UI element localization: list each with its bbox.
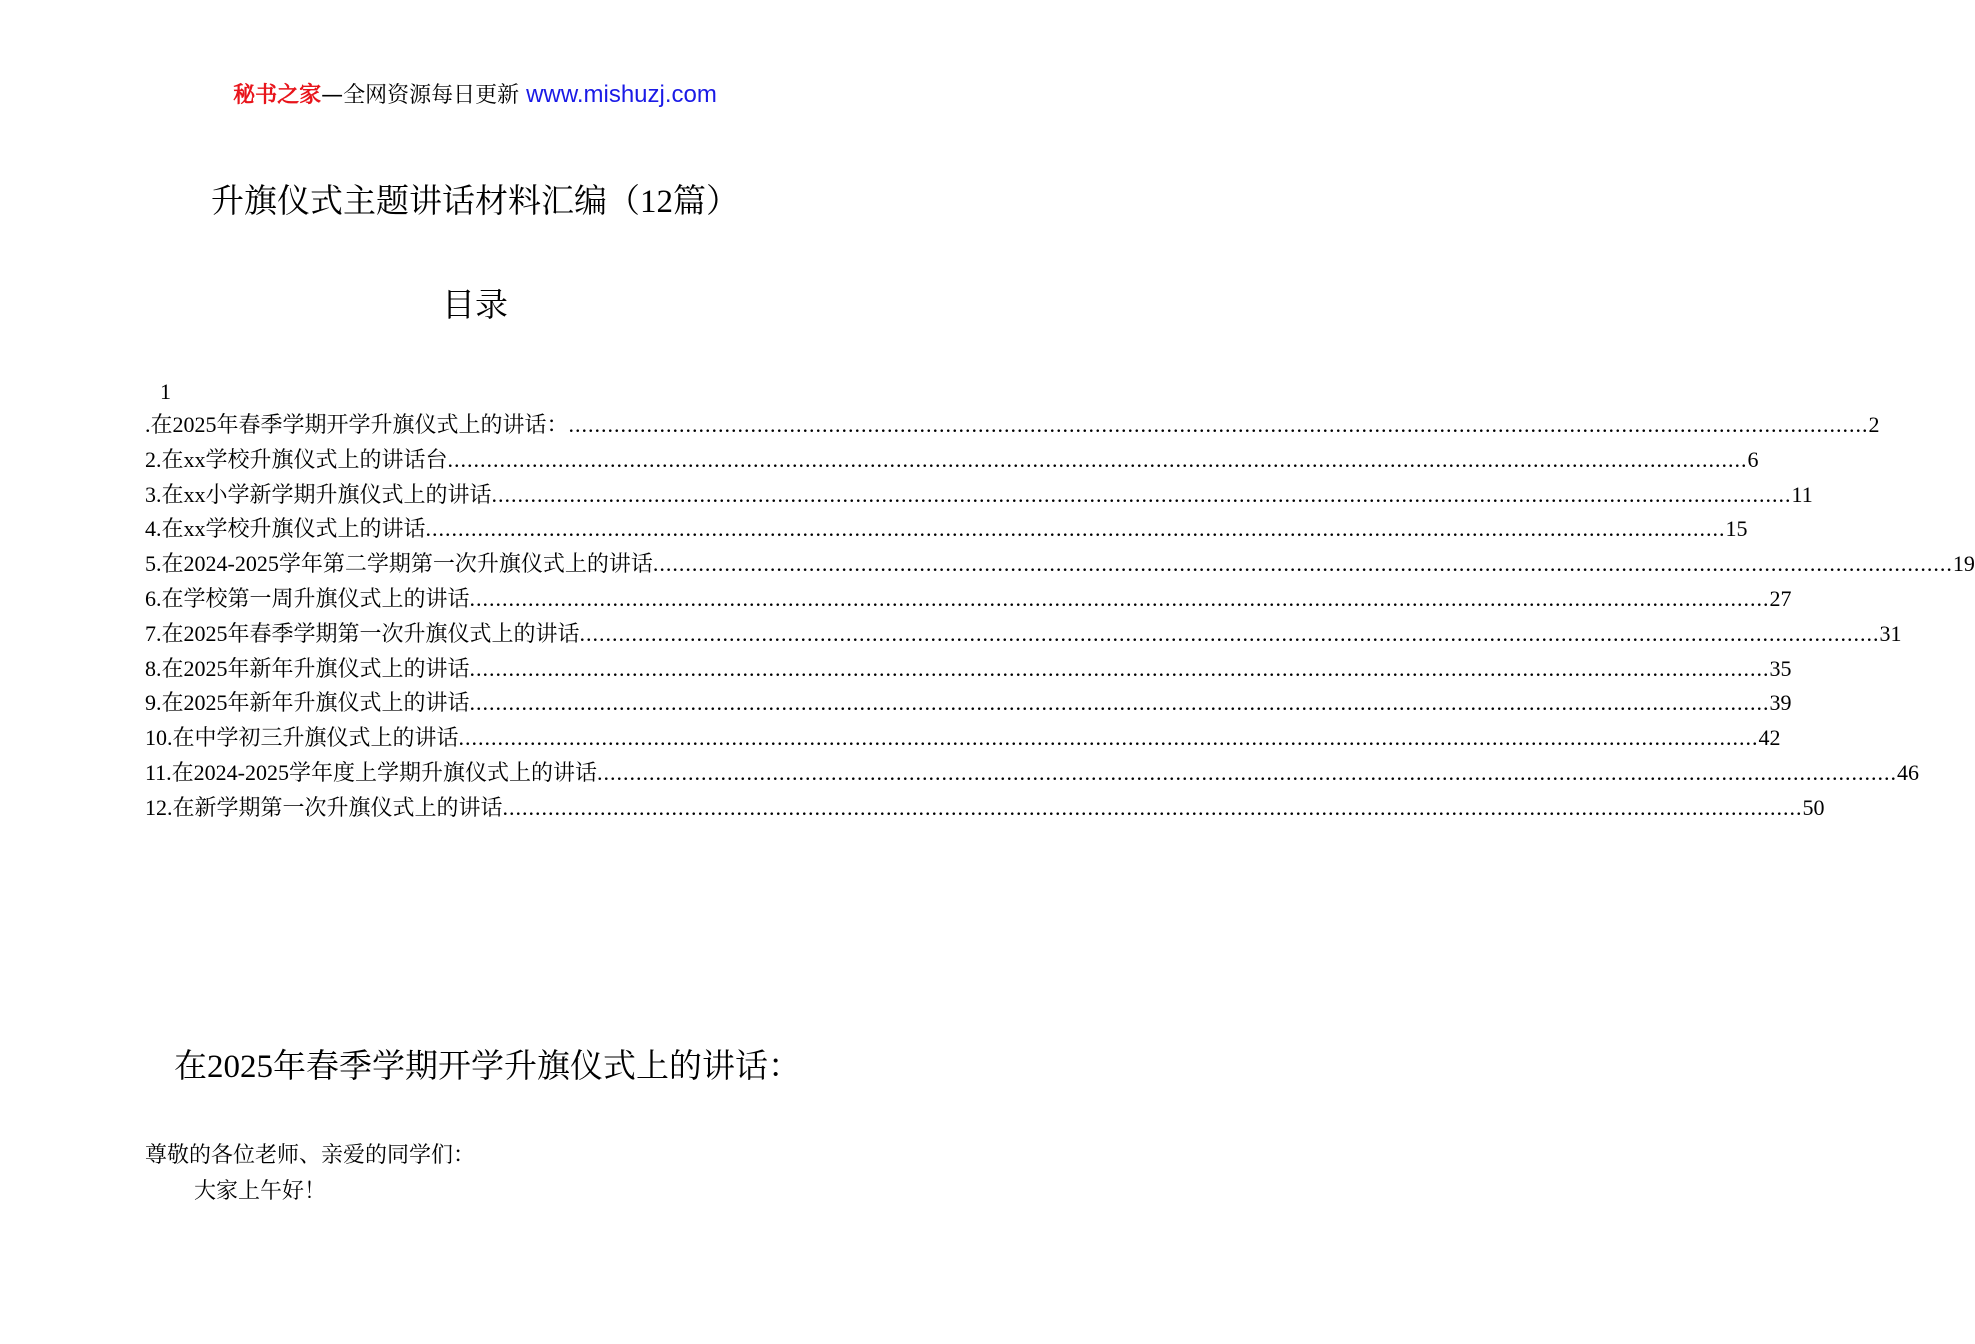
toc-leader-dots: ........................................................................................................................................................................................................ — [568, 412, 1869, 437]
toc-entry-page: 46 — [1897, 759, 1920, 785]
speech-greeting: 尊敬的各位老师、亲爱的同学们： — [145, 1142, 476, 1167]
toc-entry[interactable] — [145, 686, 1792, 721]
document-title: 升旗仪式主题讲话材料汇编（12篇） — [211, 184, 739, 220]
toc-leader-dots: ........................................................................................................................................................................................................ — [447, 446, 1748, 472]
toc-lead-number: 1 — [160, 379, 171, 404]
brand-name: 秘书之家 — [233, 83, 322, 108]
toc-entry[interactable] — [145, 408, 1880, 443]
toc-entry-title: .在2025年春季学期开学升旗仪式上的讲话： — [145, 412, 569, 437]
toc-entry[interactable] — [145, 547, 1975, 582]
toc-entry-page: 35 — [1769, 655, 1792, 681]
toc-entry-title: 12.在新学期第一次升旗仪式上的讲话 — [145, 794, 503, 820]
toc-entry-title: 2.在xx学校升旗仪式上的讲话台 — [145, 446, 448, 472]
header-tagline: —全网资源每日更新 — [321, 83, 520, 108]
toc-leader-dots: ........................................................................................................................................................................................................ — [652, 551, 1953, 577]
site-header — [0, 78, 950, 113]
toc-entry-page: 19 — [1952, 551, 1975, 577]
toc-entry[interactable] — [145, 443, 1759, 478]
toc-entry[interactable] — [145, 478, 1813, 513]
toc-entry-page: 15 — [1725, 516, 1748, 542]
toc-entry-title: 5.在2024-2025学年第二学期第一次升旗仪式上的讲话 — [145, 551, 653, 577]
toc-leader-dots: ........................................................................................................................................................................................................ — [579, 620, 1880, 646]
toc-entry-page: 2 — [1868, 412, 1880, 437]
toc-entry-page: 27 — [1769, 585, 1792, 611]
toc-entry-title: 11.在2024-2025学年度上学期升旗仪式上的讲话 — [145, 759, 598, 785]
toc-heading: 目录 — [442, 288, 508, 324]
table-of-contents — [145, 408, 1975, 826]
toc-entry-title: 4.在xx学校升旗仪式上的讲话 — [145, 516, 426, 542]
toc-entry[interactable] — [145, 791, 1825, 826]
toc-leader-dots: ........................................................................................................................................................................................................ — [597, 759, 1898, 785]
toc-entry-title: 9.在2025年新年升旗仪式上的讲话 — [145, 690, 470, 716]
toc-entry-page: 31 — [1879, 620, 1902, 646]
toc-leader-dots: ........................................................................................................................................................................................................ — [491, 481, 1792, 507]
toc-leader-dots: ........................................................................................................................................................................................................ — [502, 794, 1803, 820]
toc-entry[interactable] — [145, 652, 1792, 687]
toc-entry-page: 11 — [1791, 481, 1813, 507]
toc-entry-title: 3.在xx小学新学期升旗仪式上的讲话 — [145, 481, 492, 507]
toc-entry[interactable] — [145, 582, 1792, 617]
toc-entry-page: 39 — [1769, 690, 1792, 716]
toc-entry-page: 50 — [1802, 794, 1825, 820]
toc-entry[interactable] — [145, 721, 1781, 756]
speech-salutation: 大家上午好！ — [194, 1178, 327, 1203]
section-title: 在2025年春季学期开学升旗仪式上的讲话： — [174, 1049, 801, 1085]
toc-leader-dots: ........................................................................................................................................................................................................ — [469, 690, 1770, 716]
toc-leader-dots: ........................................................................................................................................................................................................ — [425, 516, 1726, 542]
toc-entry-title: 8.在2025年新年升旗仪式上的讲话 — [145, 655, 470, 681]
toc-leader-dots: ........................................................................................................................................................................................................ — [469, 655, 1770, 681]
toc-leader-dots: ........................................................................................................................................................................................................ — [469, 585, 1770, 611]
toc-entry-title: 10.在中学初三升旗仪式上的讲话 — [145, 725, 459, 751]
toc-entry-page: 42 — [1758, 725, 1781, 751]
toc-entry[interactable] — [145, 617, 1902, 652]
toc-entry[interactable] — [145, 756, 1920, 791]
toc-leader-dots: ........................................................................................................................................................................................................ — [458, 725, 1759, 751]
toc-entry[interactable] — [145, 512, 1748, 547]
toc-entry-page: 6 — [1747, 446, 1759, 472]
toc-entry-title: 6.在学校第一周升旗仪式上的讲话 — [145, 585, 470, 611]
toc-entry-title: 7.在2025年春季学期第一次升旗仪式上的讲话 — [145, 620, 580, 646]
site-url-link[interactable]: www.mishuzj.com — [526, 81, 717, 108]
